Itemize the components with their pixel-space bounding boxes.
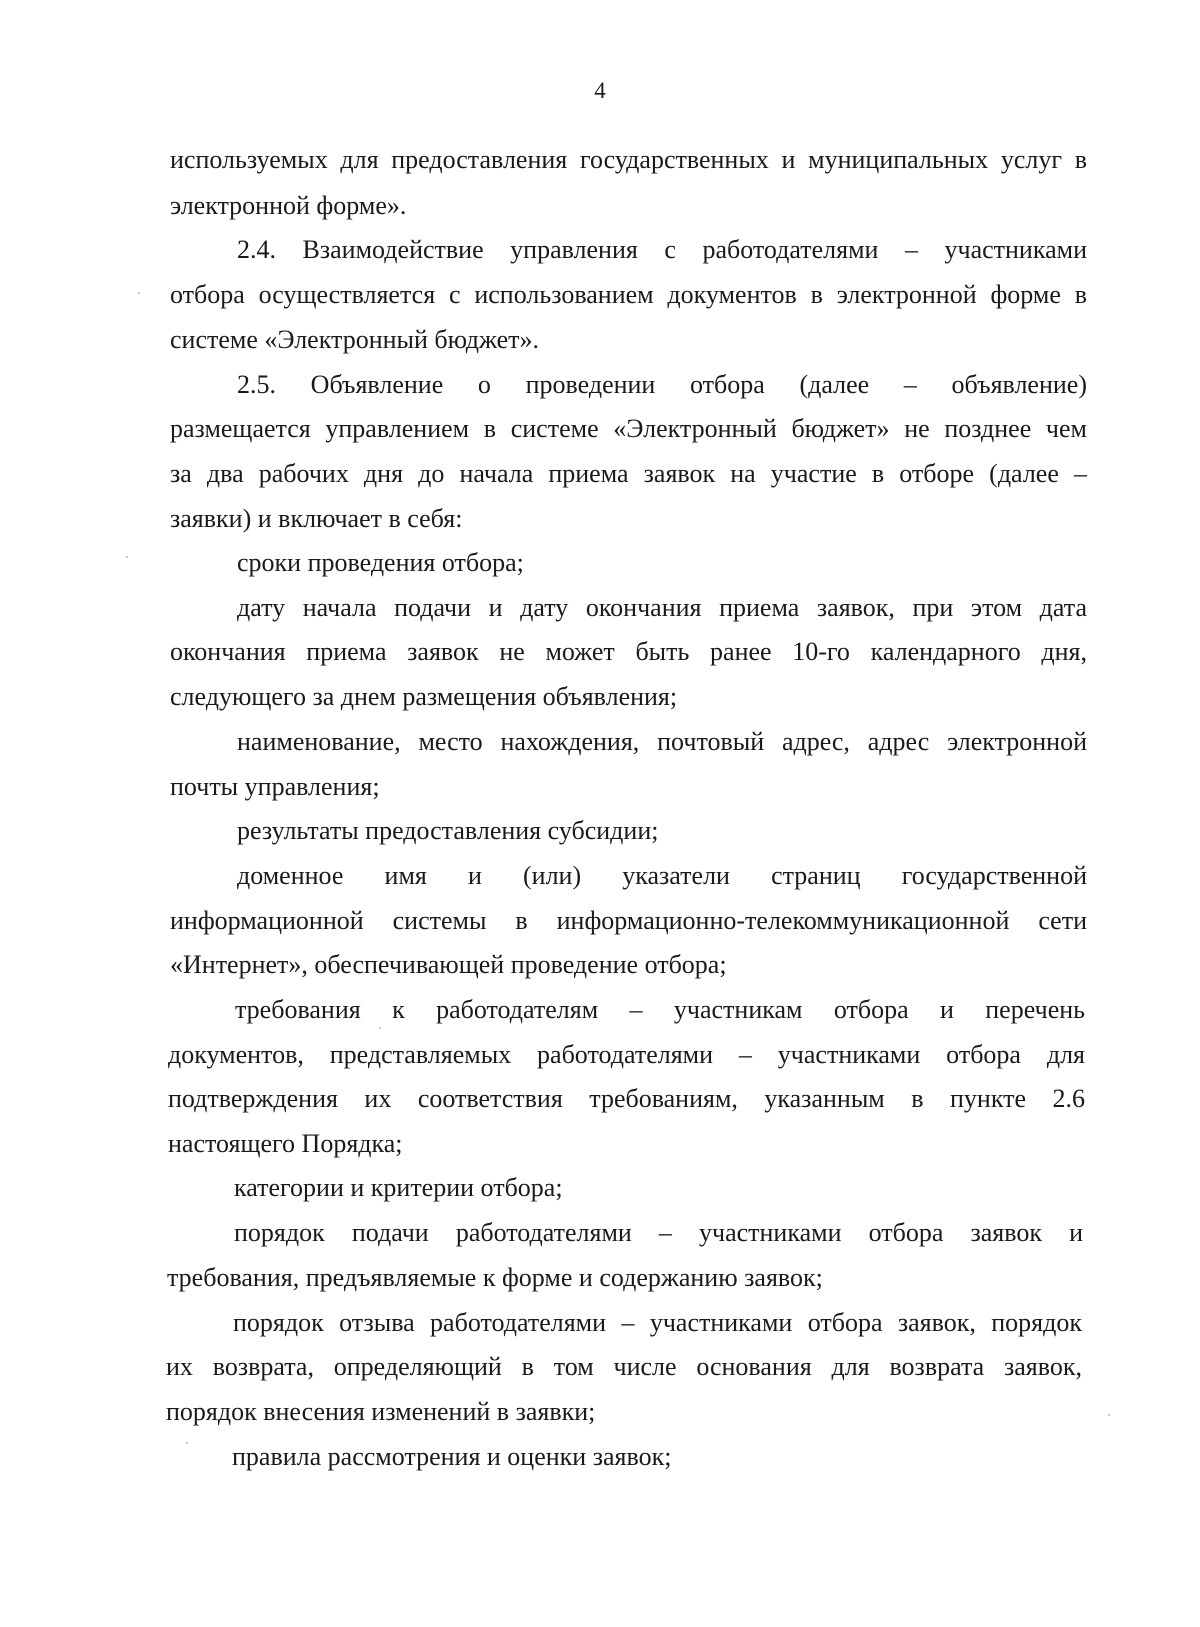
text-line: порядок подачи работодателями – участниками отбора заявок и xyxy=(234,1218,1083,1247)
text-line: дату начала подачи и дату окончания приема заявок, при этом дата xyxy=(237,593,1087,622)
text-line: доменное имя и (или) указатели страниц государственной xyxy=(237,861,1087,890)
text-line: 2.5. Объявление о проведении отбора (далее – объявление) xyxy=(237,370,1087,399)
text-line: наименование, место нахождения, почтовый адрес, адрес электронной xyxy=(237,727,1087,756)
text-line: результаты предоставления субсидии; xyxy=(237,816,659,845)
text-line: документов, представляемых работодателями – участниками отбора для xyxy=(168,1040,1085,1069)
text-line: настоящего Порядка; xyxy=(168,1129,403,1158)
text-line: следующего за днем размещения объявления; xyxy=(170,682,678,711)
text-line: 2.4. Взаимодействие управления с работодателями – участниками xyxy=(237,235,1087,264)
text-line: подтверждения их соответствия требованиям, указанным в пункте 2.6 xyxy=(168,1084,1085,1113)
text-line: информационной системы в информационно-телекоммуникационной сети xyxy=(170,906,1087,935)
text-line: почты управления; xyxy=(170,772,380,801)
text-line: порядок отзыва работодателями – участниками отбора заявок, порядок xyxy=(233,1308,1082,1337)
text-line: требования к работодателям – участникам отбора и перечень xyxy=(235,995,1085,1024)
text-line: категории и критерии отбора; xyxy=(234,1173,563,1202)
page-number: 4 xyxy=(594,78,606,103)
text-line: за два рабочих дня до начала приема заявок на участие в отборе (далее – xyxy=(170,459,1087,488)
text-line: правила рассмотрения и оценки заявок; xyxy=(232,1442,672,1471)
text-line: порядок внесения изменений в заявки; xyxy=(166,1397,596,1426)
text-line: электронной форме». xyxy=(170,191,407,220)
scan-speck xyxy=(126,556,128,558)
text-line: системе «Электронный бюджет». xyxy=(170,325,539,354)
text-line: отбора осуществляется с использованием документов в электронной форме в xyxy=(170,280,1087,309)
scan-speck xyxy=(138,292,140,294)
text-line: их возврата, определяющий в том числе основания для возврата заявок, xyxy=(166,1352,1082,1381)
text-line: окончания приема заявок не может быть ранее 10-го календарного дня, xyxy=(170,637,1087,666)
scan-speck xyxy=(186,1442,188,1444)
text-line: заявки) и включает в себя: xyxy=(170,504,463,533)
text-line: «Интернет», обеспечивающей проведение отбора; xyxy=(170,950,727,979)
scan-speck xyxy=(1108,1414,1110,1416)
text-line: размещается управлением в системе «Электронный бюджет» не позднее чем xyxy=(170,414,1087,443)
text-line: требования, предъявляемые к форме и содержанию заявок; xyxy=(167,1263,823,1292)
scan-speck xyxy=(379,1027,381,1029)
text-line: сроки проведения отбора; xyxy=(237,548,524,577)
text-line: используемых для предоставления государственных и муниципальных услуг в xyxy=(170,145,1087,174)
